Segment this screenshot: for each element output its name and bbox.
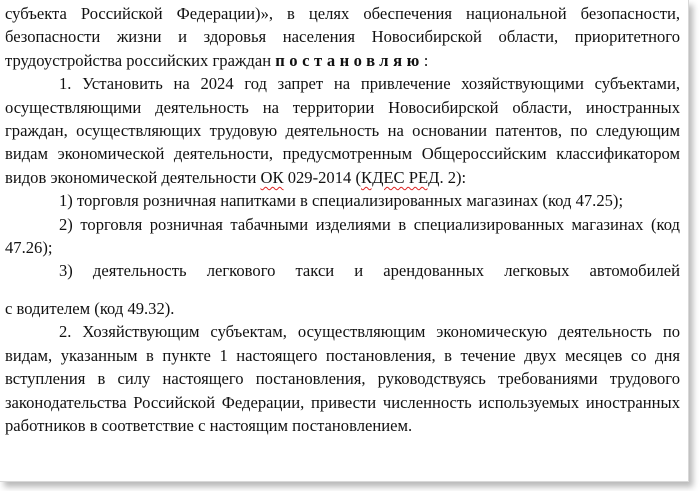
subitem-1: 1) торговля розничная напитками в специализированных магазинах (код 47.25); bbox=[59, 191, 624, 211]
subitem-3: 3) деятельность легкового такси и арендованных легковых автомобилей bbox=[59, 261, 680, 281]
intro-text: субъекта Российской Федерации)», в целях обеспечения национальной безопасности, безопасности жизни и здоровья населения Новосибирской области, приоритетного трудоустройства российских граждан bbox=[5, 4, 680, 70]
decree-keyword: постановляю bbox=[275, 50, 424, 70]
classifier-edition: КДЕС РЕД bbox=[361, 167, 440, 187]
item-1-text: 1. Установить на 2024 год запрет на привлечение хозяйствующими субъектами, осуществляющими деятельность на территории Новосибирской области, иностранных граждан, осуществляющих трудовую деятельность на основании патентов, по следующим видам экономической деятельности, предусмотренным Общероссийским классификатором видов экономической деятельности bbox=[5, 74, 680, 187]
subitem-2: 2) торговля розничная табачными изделиями в специализированных магазинах (код 47.26); bbox=[5, 214, 680, 258]
intro-paragraph bbox=[5, 2, 680, 72]
classifier-code-rest: 029-2014 ( bbox=[283, 167, 361, 187]
item-1-paragraph bbox=[5, 72, 680, 189]
item-2-paragraph: 2. Хозяйствующим субъектам, осуществляющим экономическую деятельность по видам, указанным в пункте 1 настоящего постановления, в течение двух месяцев со дня вступления в силу настоящего постановления, руководствуясь требованиями трудового законодательства Российской Федерации, привести численность используемых иностранных работников в соответствие с настоящим постановлением. bbox=[5, 322, 680, 435]
document-body bbox=[5, 2, 680, 437]
classifier-edition-rest: . 2): bbox=[439, 167, 467, 187]
classifier-code: ОК bbox=[260, 167, 284, 187]
subitem-3-continuation: с водителем (код 49.32). bbox=[5, 298, 175, 318]
intro-colon: : bbox=[423, 50, 429, 70]
